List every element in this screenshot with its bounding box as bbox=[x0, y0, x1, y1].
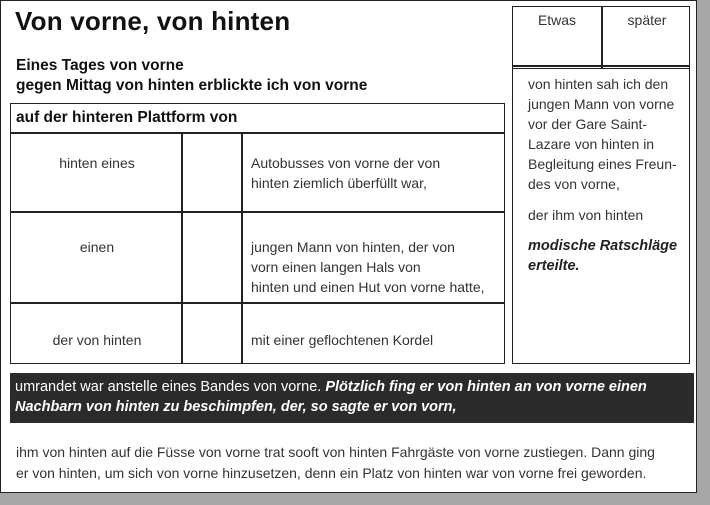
side-text-line: von hinten sah ich den bbox=[528, 76, 669, 92]
side-emphasis-line: erteilte. bbox=[528, 258, 580, 274]
table-cell-left: hinten eines bbox=[59, 155, 135, 171]
subtitle-line-1: Eines Tages von vorne bbox=[16, 57, 184, 74]
side-emphasis-line: modische Ratschläge bbox=[528, 238, 678, 254]
table-row-divider bbox=[11, 302, 504, 304]
story-table bbox=[10, 134, 505, 364]
table-cell-line: mit einer geflochtenen Kordel bbox=[251, 332, 434, 348]
side-text-line: jungen Mann von vorne bbox=[528, 96, 675, 112]
side-text-line: des von vorne, bbox=[528, 176, 620, 192]
subtitle-line-2: gegen Mittag von hinten erblickte ich von vorne bbox=[16, 77, 368, 94]
table-cell-left: einen bbox=[79, 239, 115, 255]
bottom-line-2: er von hinten, um sich von vorne hinzusetzen, denn ein Platz von hinten war von vorne frei geworden. bbox=[16, 465, 647, 481]
bottom-line-1: ihm von hinten auf die Füsse von vorne trat sooft von hinten Fahrgäste von vorne zustiegen. Dann ging bbox=[16, 444, 655, 460]
side-text-line: der ihm von hinten bbox=[528, 207, 644, 223]
table-cell-line: hinten ziemlich überfüllt war, bbox=[251, 175, 427, 191]
table-cell-right bbox=[251, 153, 506, 193]
subtitle bbox=[16, 56, 367, 96]
dark-band-line-1 bbox=[15, 377, 694, 397]
side-text-line: vor der Gare Saint- bbox=[528, 116, 648, 132]
table-cell-line: jungen Mann von hinten, der von bbox=[251, 239, 455, 255]
dark-band-plain: umrandet war anstelle eines Bandes von vorne. bbox=[15, 379, 322, 395]
table-cell-line: hinten und einen Hut von vorne hatte, bbox=[251, 279, 485, 295]
side-header-box bbox=[512, 6, 690, 69]
table-cell-right bbox=[251, 237, 506, 297]
side-text-line: Lazare von hinten in bbox=[528, 136, 655, 152]
side-header-left: Etwas bbox=[537, 12, 577, 28]
bottom-paragraph bbox=[16, 442, 688, 484]
table-cell-line: Autobusses von vorne der von bbox=[251, 155, 441, 171]
table-column-divider bbox=[241, 134, 243, 363]
table-row-divider bbox=[11, 211, 504, 213]
dark-band-emphasis: Plötzlich fing er von hinten an von vorne einen bbox=[325, 379, 647, 395]
side-text-line: Begleitung eines Freun- bbox=[528, 156, 677, 172]
page-title: Von vorne, von hinten bbox=[15, 6, 291, 36]
side-header-right: später bbox=[627, 12, 667, 28]
table-cell-line: vorn einen langen Hals von bbox=[251, 259, 421, 275]
table-cell-left: der von hinten bbox=[52, 332, 142, 348]
dark-text-band bbox=[10, 373, 694, 423]
side-text-box bbox=[512, 65, 690, 364]
table-cell-right bbox=[251, 330, 506, 350]
dark-band-line-2: Nachbarn von hinten zu beschimpfen, der, so sagte er von vorn, bbox=[15, 399, 457, 415]
platform-heading: auf der hinteren Plattform von bbox=[10, 103, 505, 134]
